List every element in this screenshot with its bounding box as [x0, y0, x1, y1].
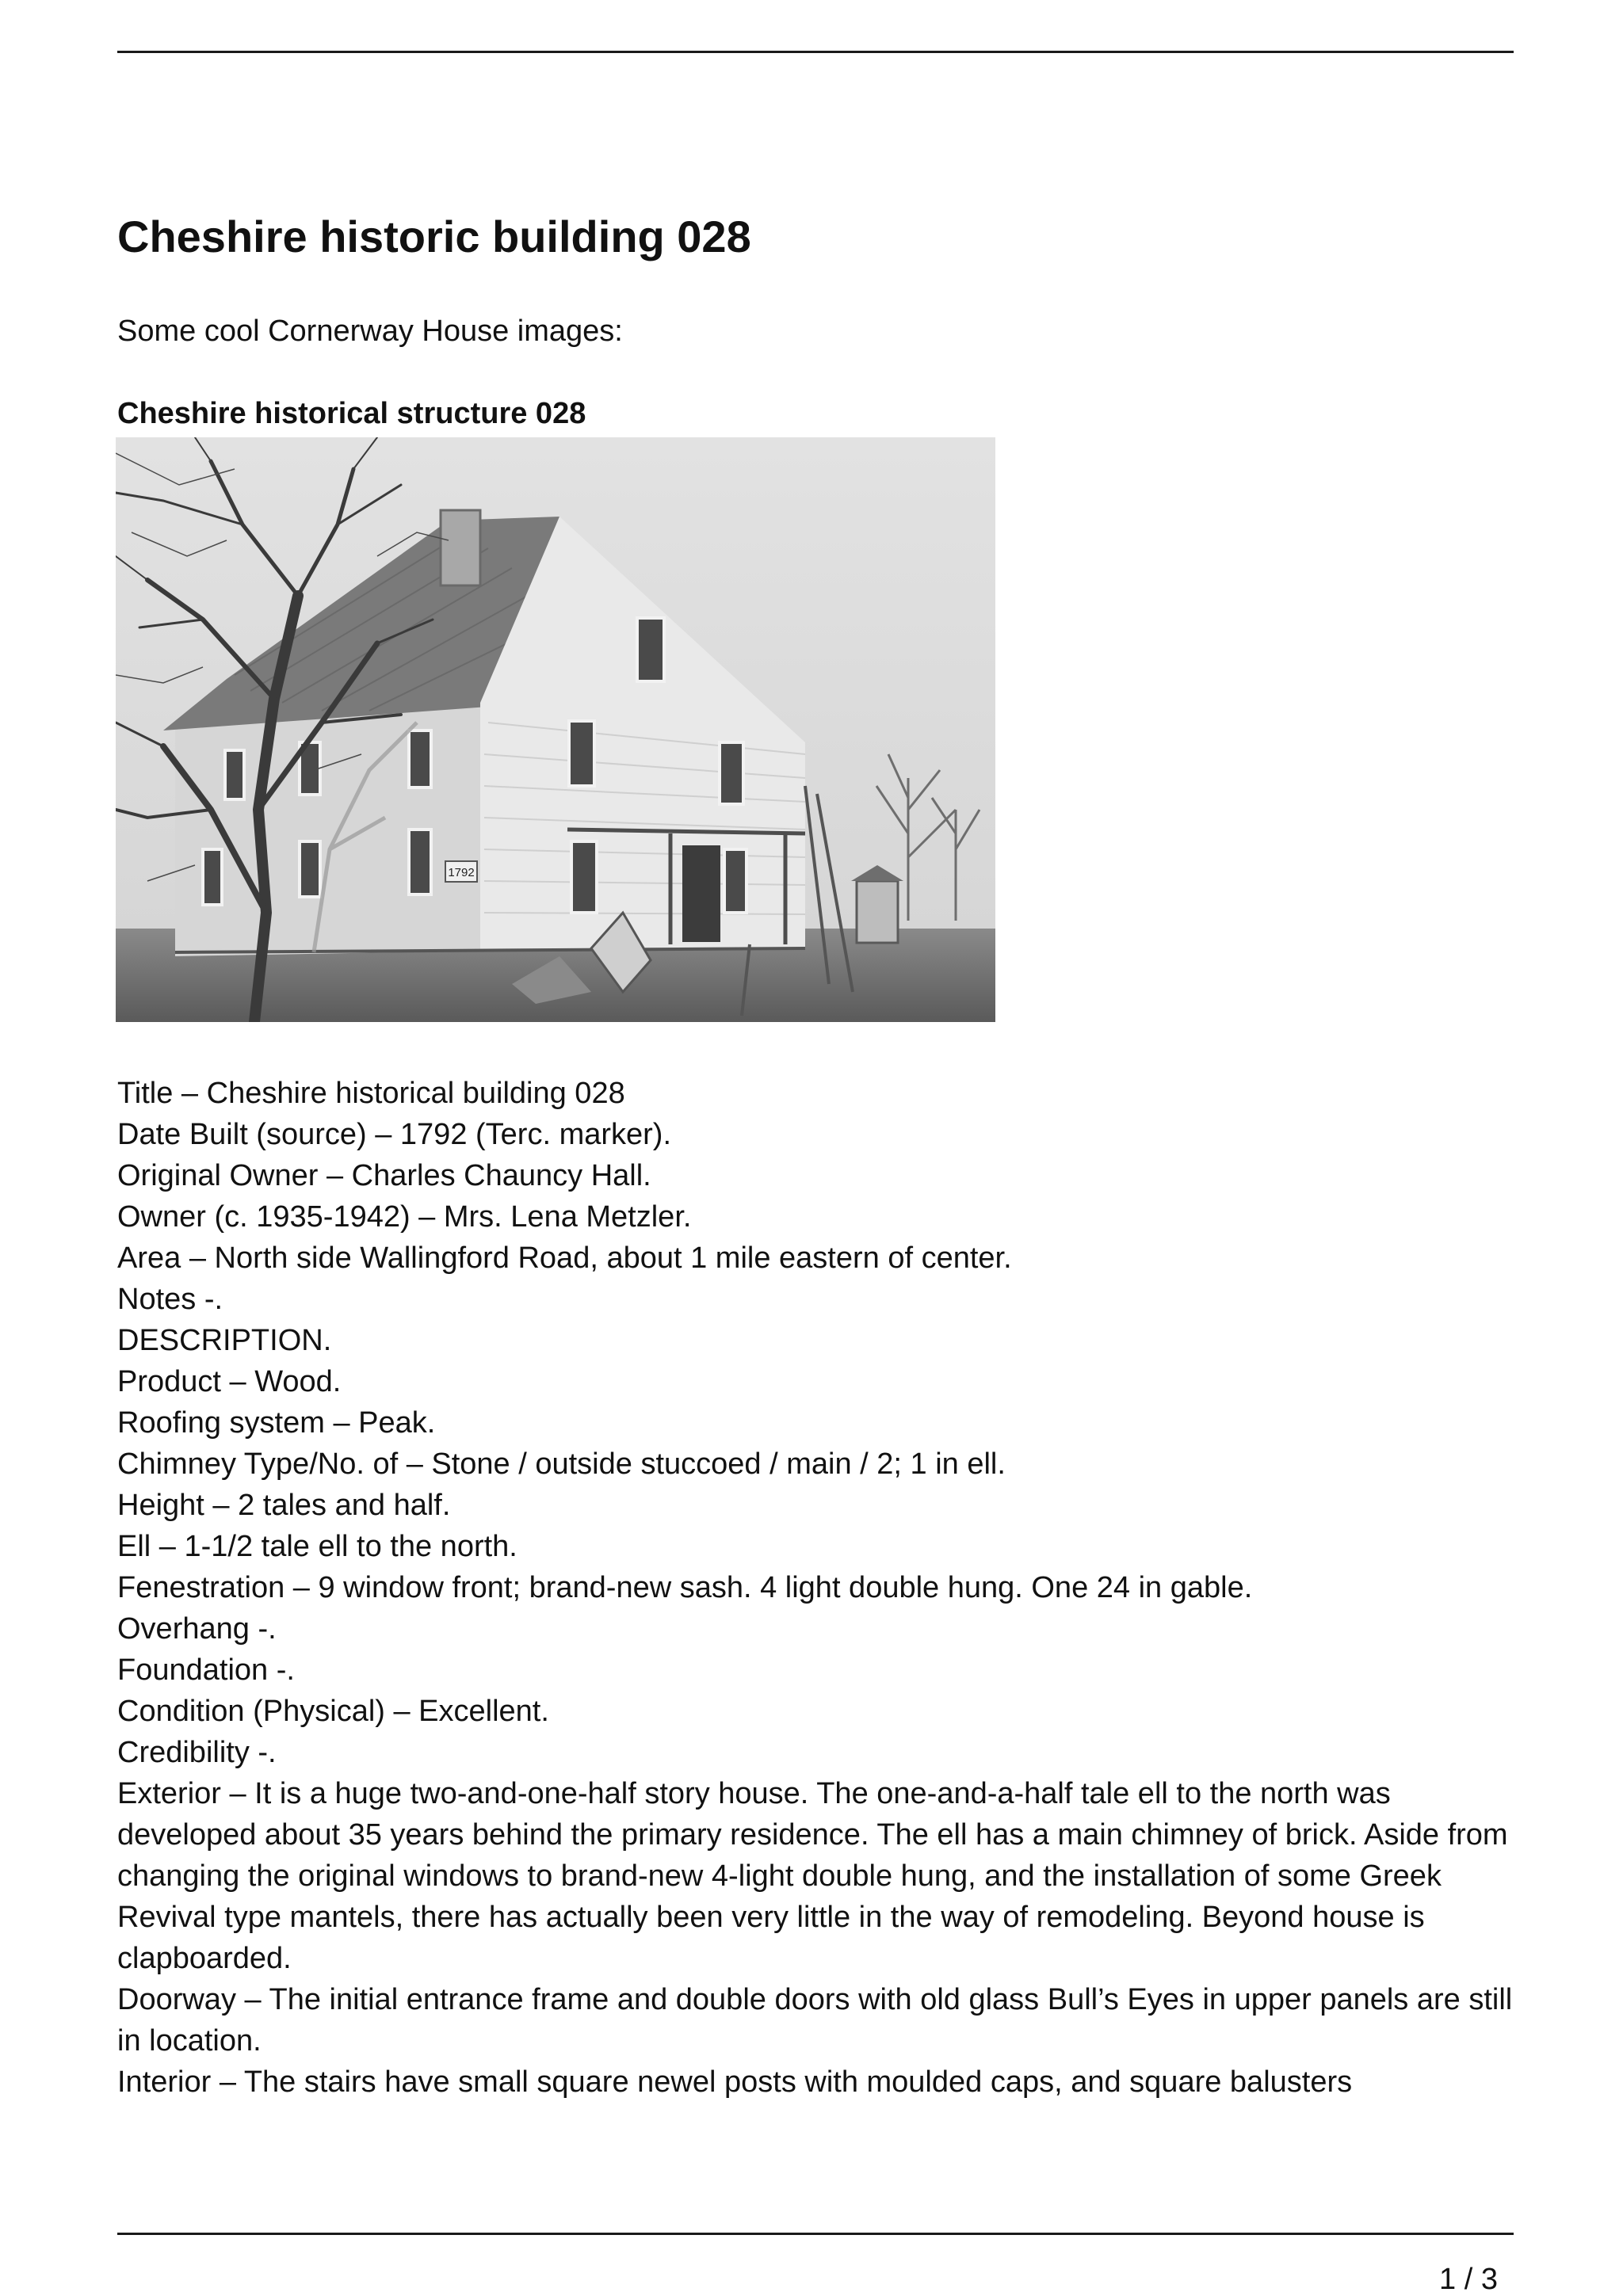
page-number: 1 / 3 [1439, 2263, 1498, 2296]
field-foundation: Foundation -. [117, 1653, 295, 1687]
field-overhang: Overhang -. [117, 1612, 277, 1646]
field-height: Height – 2 tales and half. [117, 1489, 451, 1522]
field-area: Area – North side Wallingford Road, about 1 mile eastern of center. [117, 1241, 1012, 1275]
page-title: Cheshire historic building 028 [117, 212, 751, 261]
field-credibility: Credibility -. [117, 1736, 277, 1769]
field-original-owner: Original Owner – Charles Chauncy Hall. [117, 1159, 651, 1192]
field-notes: Notes -. [117, 1283, 223, 1316]
intro-text: Some cool Cornerway House images: [117, 315, 623, 348]
field-date-built: Date Built (source) – 1792 (Terc. marker). [117, 1118, 672, 1151]
doorway-paragraph: Doorway – The initial entrance frame and double doors with old glass Bull’s Eyes in upper panels are still in location. [117, 1983, 1513, 2058]
field-fenestration: Fenestration – 9 window front; brand-new sash. 4 light double hung. One 24 in gable. [117, 1571, 1253, 1604]
description-body [117, 1073, 1520, 2103]
interior-paragraph: Interior – The stairs have small square newel posts with moulded caps, and square balusters [117, 2065, 1353, 2099]
field-ell: Ell – 1-1/2 tale ell to the north. [117, 1530, 517, 1563]
field-owner: Owner (c. 1935-1942) – Mrs. Lena Metzler. [117, 1200, 692, 1234]
field-roofing: Roofing system – Peak. [117, 1406, 436, 1440]
field-title: Title – Cheshire historical building 028 [117, 1077, 625, 1110]
field-condition: Condition (Physical) – Excellent. [117, 1695, 549, 1728]
image-heading: Cheshire historical structure 028 [117, 397, 586, 430]
field-chimney: Chimney Type/No. of – Stone / outside stuccoed / main / 2; 1 in ell. [117, 1447, 1006, 1481]
exterior-paragraph: Exterior – It is a huge two-and-one-half story house. The one-and-a-half tale ell to the north was developed about 35 years behind the primary residence. The ell has a main chimney of brick. Aside from changing the original windows to brand-new 4-light double hung, and the installation of some Greek Revival type mantels, there has actually been very little in the way of remodeling. Beyond house is clapboarded. [117, 1777, 1508, 1975]
header-rule [117, 51, 1514, 53]
field-description-heading: DESCRIPTION. [117, 1324, 332, 1357]
house-photo [116, 437, 995, 1022]
date-marker-text: 1792 [448, 866, 475, 879]
field-product: Product – Wood. [117, 1365, 342, 1398]
footer-rule [117, 2233, 1514, 2235]
